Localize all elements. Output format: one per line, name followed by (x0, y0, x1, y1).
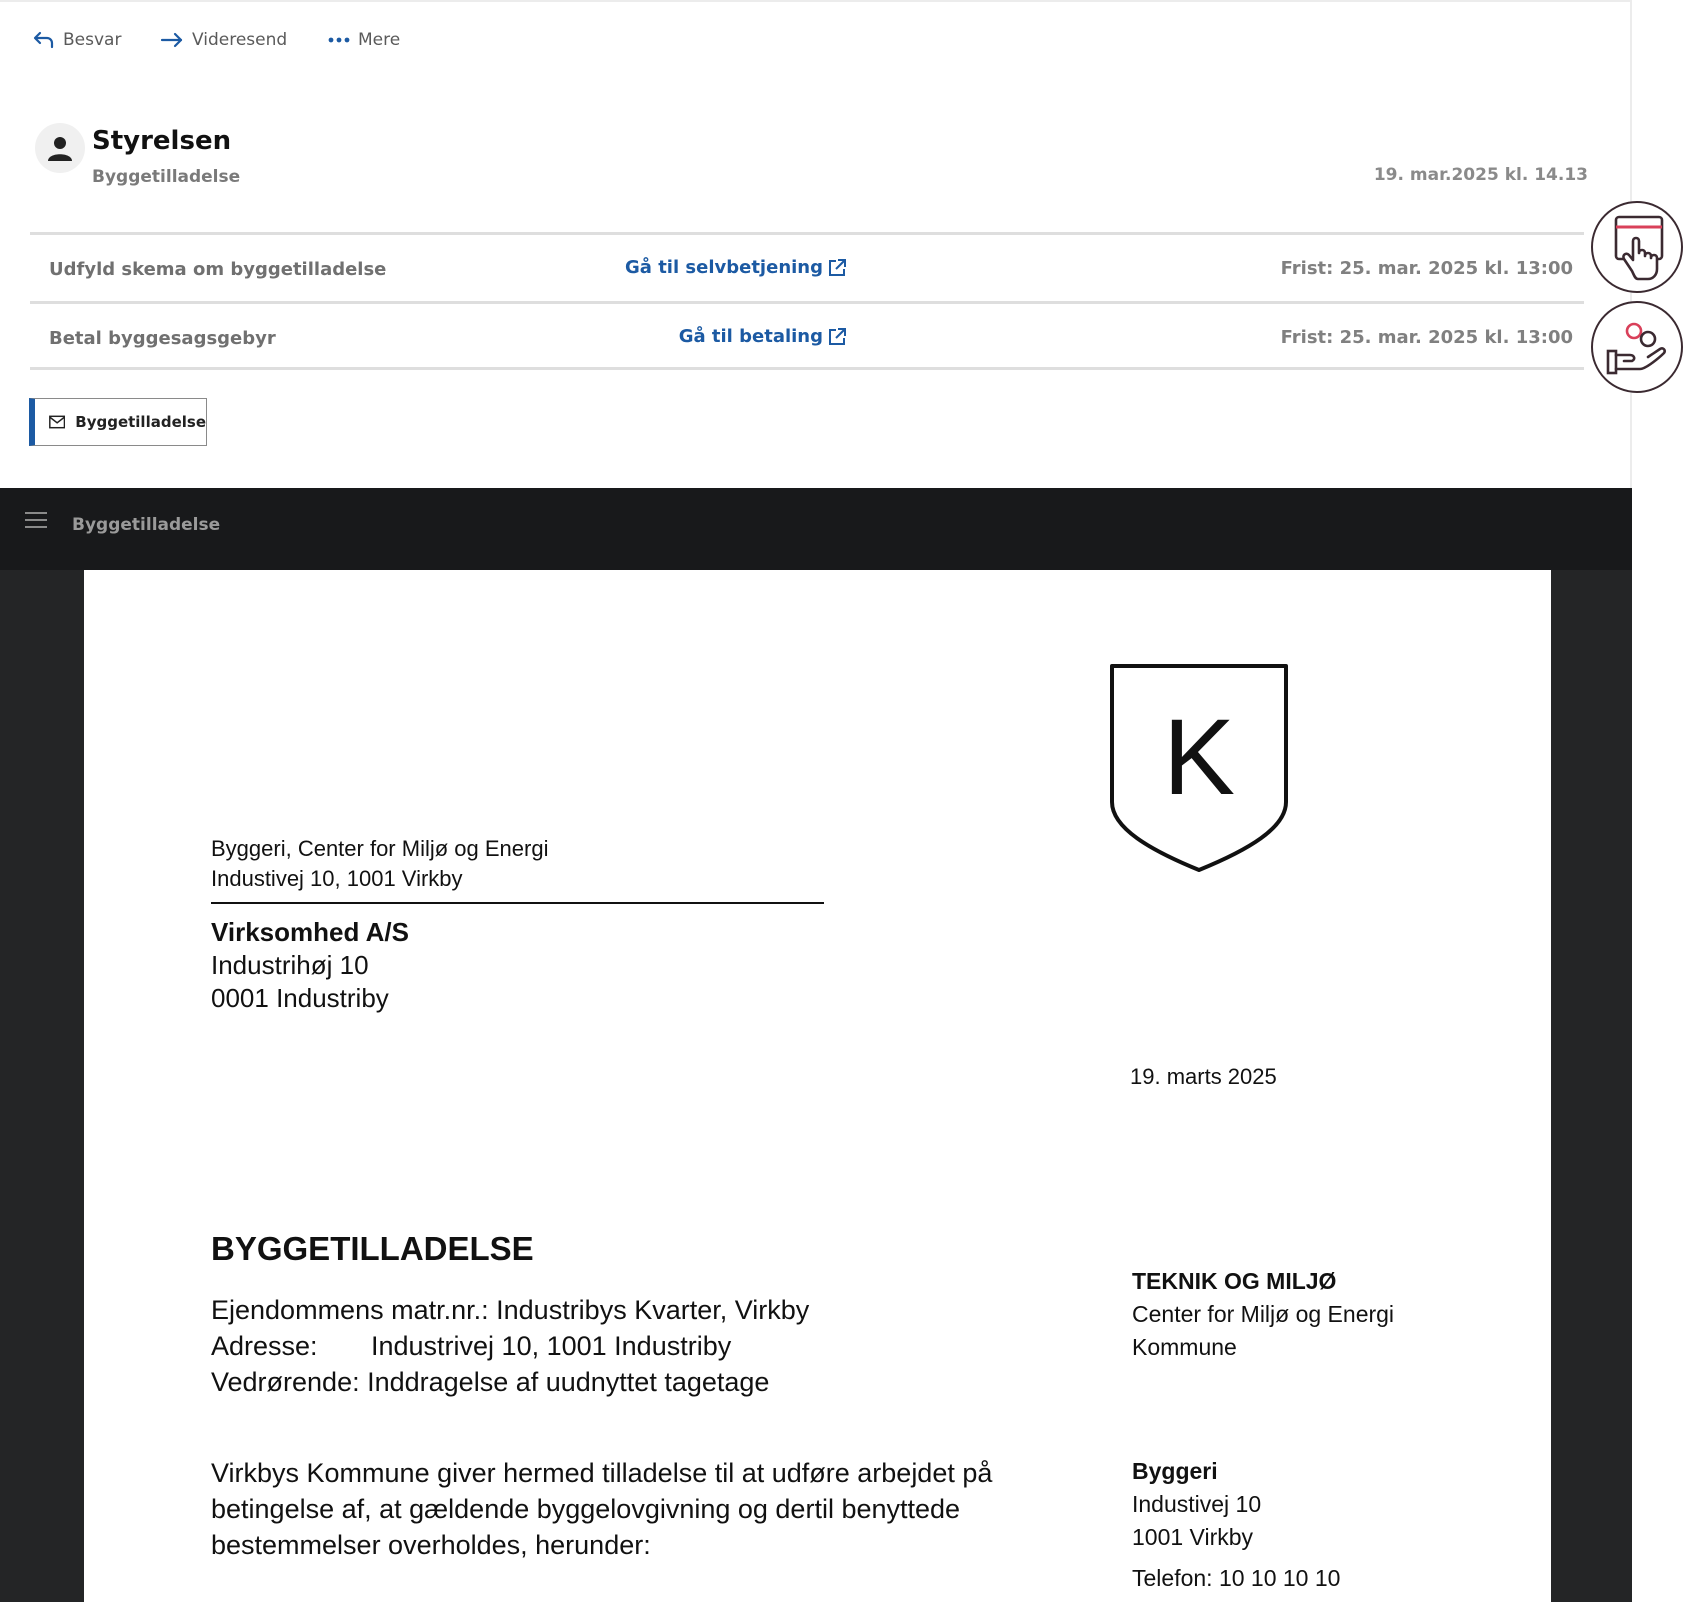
letter-date: 19. marts 2025 (1130, 1064, 1277, 1089)
reply-button[interactable] (33, 26, 121, 54)
self-service-link-label: Gå til selvbetjening (625, 257, 823, 278)
forward-label: Videresend (192, 30, 288, 50)
contact-block (1132, 1455, 1340, 1595)
department-line: Kommune (1132, 1334, 1237, 1360)
viewer-title: Byggetilladelse (72, 515, 221, 535)
task-row (30, 301, 1584, 370)
property-key: Ejendommens matr.nr.: (211, 1295, 489, 1325)
forward-button[interactable] (160, 26, 287, 54)
document-viewer (0, 488, 1632, 1602)
attachment-label: Byggetilladelse (75, 413, 206, 431)
logo-letter: K (1162, 696, 1236, 817)
received-date: 19. mar.2025 kl. 14.13 (1373, 165, 1588, 185)
envelope-icon (49, 414, 65, 430)
property-row (211, 1292, 809, 1328)
return-address (211, 834, 824, 904)
recipient-city: 0001 Industriby (211, 983, 389, 1013)
task-deadline: Frist: 25. mar. 2025 kl. 13:00 (1280, 327, 1573, 348)
external-link-icon (827, 258, 847, 278)
more-label: Mere (358, 30, 401, 50)
property-key: Adresse: (211, 1331, 318, 1361)
contact-street: Industivej 10 (1132, 1491, 1262, 1517)
person-icon (47, 135, 73, 161)
recipient-street: Industrihøj 10 (211, 950, 369, 980)
department-line: Center for Miljø og Energi (1132, 1301, 1395, 1327)
payment-link[interactable] (679, 326, 847, 347)
external-link-icon (827, 327, 847, 347)
message-subject: Byggetilladelse (92, 167, 241, 187)
sender-avatar (35, 123, 85, 173)
forward-arrow-icon (160, 31, 184, 49)
intro-paragraph: Virkbys Kommune giver hermed tilladelse til at udføre arbejdet på betingelse af, at gældende byggelovgivning og dertil benyttede bestemmelser overholdes, herunder: (211, 1458, 993, 1560)
property-info (211, 1292, 809, 1400)
viewer-toolbar (0, 488, 1632, 570)
payment-link-label: Gå til betaling (678, 326, 823, 347)
contact-city: 1001 Virkby (1132, 1524, 1254, 1550)
message-panel (0, 0, 1632, 488)
property-row (211, 1364, 809, 1400)
task-label: Betal byggesagsgebyr (49, 328, 276, 349)
task-deadline: Frist: 25. mar. 2025 kl. 13:00 (1280, 258, 1573, 279)
reply-label: Besvar (63, 30, 122, 50)
department-name: TEKNIK OG MILJØ (1132, 1268, 1337, 1294)
more-button[interactable] (328, 26, 400, 54)
return-address-line: Byggeri, Center for Miljø og Energi (211, 836, 549, 861)
attachment-chip[interactable] (29, 398, 207, 446)
self-service-link[interactable] (625, 257, 847, 278)
shield-logo (1108, 662, 1290, 874)
property-row (211, 1328, 809, 1364)
property-key: Vedrørende: (211, 1367, 360, 1397)
card-tap-icon (1606, 211, 1668, 283)
property-value: Inddragelse af uudnyttet tagetage (367, 1367, 770, 1397)
department-block (1132, 1265, 1394, 1364)
recipient-name: Virksomhed A/S (211, 917, 409, 947)
contact-phone: Telefon: 10 10 10 10 (1132, 1565, 1341, 1591)
payment-hand-button[interactable] (1591, 301, 1683, 393)
sender-name: Styrelsen (92, 126, 232, 156)
property-value: Industrivej 10, 1001 Industriby (371, 1331, 732, 1361)
recipient-address (211, 916, 409, 1015)
hand-coin-icon (1604, 317, 1670, 377)
more-dots-icon (328, 36, 350, 44)
reply-arrow-icon (33, 31, 55, 49)
document-page (84, 570, 1551, 1602)
contact-name: Byggeri (1132, 1458, 1218, 1484)
task-label: Udfyld skema om byggetilladelse (49, 259, 387, 280)
document-heading: BYGGETILLADELSE (211, 1230, 534, 1267)
task-list (30, 232, 1584, 370)
task-row (30, 232, 1584, 301)
property-value: Industribys Kvarter, Virkby (496, 1295, 810, 1325)
return-address-line: Industivej 10, 1001 Virkby (211, 866, 463, 891)
card-tap-button[interactable] (1591, 201, 1683, 293)
hamburger-menu-icon[interactable] (25, 512, 47, 532)
